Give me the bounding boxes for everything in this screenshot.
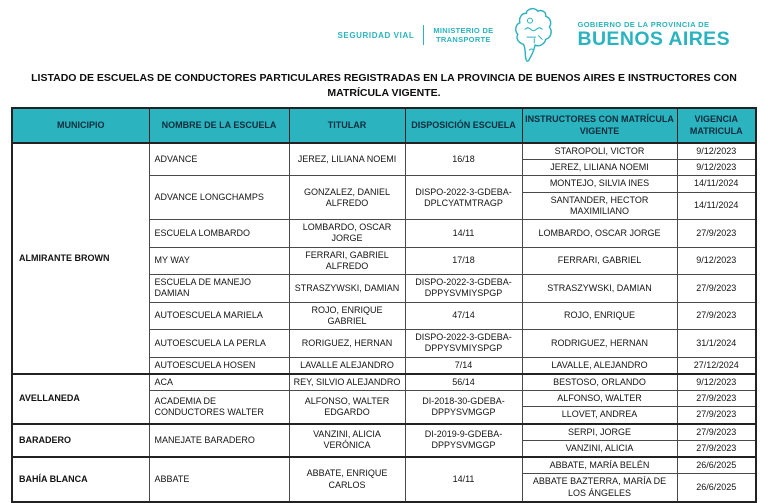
vigencia-cell: 26/6/2025 <box>677 474 756 502</box>
instructor-name-cell: FERRARI, GABRIEL <box>522 247 677 275</box>
table-row <box>12 457 756 474</box>
vigencia-cell: 27/9/2023 <box>677 424 756 441</box>
titular-cell: REY, SILVIO ALEJANDRO <box>289 374 405 391</box>
ministerio-transporte-label <box>433 26 493 45</box>
titular-cell: FERRARI, GABRIEL ALFREDO <box>289 247 405 275</box>
instructor-name-cell: STAROPOLI, VICTOR <box>522 143 677 160</box>
seguridad-vial-label: SEGURIDAD VIAL <box>337 30 415 40</box>
table-row <box>12 374 756 391</box>
instructor-name-cell: SERPI, JORGE <box>522 424 677 441</box>
disposicion-cell: 17/18 <box>405 247 522 275</box>
municipio-cell: BAHÍA BLANCA <box>12 457 149 502</box>
instructor-name-cell: LAVALLE, ALEJANDRO <box>522 357 677 374</box>
column-header: INSTRUCTORES CON MATRÍCULA VIGENTE <box>522 108 677 143</box>
schools-table <box>11 107 757 503</box>
instructor-name-cell: BESTOSO, ORLANDO <box>522 374 677 391</box>
table-body <box>12 143 756 502</box>
province-map-icon <box>504 7 566 63</box>
municipio-cell: ALMIRANTE BROWN <box>12 143 149 374</box>
instructor-name-cell: ABBATE BAZTERRA, MARÍA DE LOS ÁNGELES <box>522 474 677 502</box>
titular-cell: RORIGUEZ, HERNAN <box>289 330 405 358</box>
instructor-name-cell: ABBATE, MARÍA BELÉN <box>522 457 677 474</box>
disposicion-cell: 14/11 <box>405 220 522 248</box>
disposicion-cell: 14/11 <box>405 457 522 502</box>
disposicion-cell: 56/14 <box>405 374 522 391</box>
school-name-cell: AUTOESCUELA LA PERLA <box>149 330 289 358</box>
header-brand <box>337 6 730 64</box>
school-name-cell: ESCUELA DE MANEJO DAMIAN <box>149 275 289 303</box>
school-name-cell: ACA <box>149 374 289 391</box>
vigencia-cell: 27/9/2023 <box>677 407 756 424</box>
vigencia-cell: 14/11/2024 <box>677 192 756 220</box>
instructor-name-cell: JEREZ, LILIANA NOEMI <box>522 160 677 176</box>
brand-divider <box>423 25 424 45</box>
table-header <box>12 108 756 143</box>
vigencia-cell: 9/12/2023 <box>677 143 756 160</box>
titular-cell: ALFONSO, WALTER EDGARDO <box>289 391 405 424</box>
vigencia-cell: 27/9/2023 <box>677 391 756 407</box>
titular-cell: VANZINI, ALICIA VERÓNICA <box>289 424 405 458</box>
school-name-cell: ADVANCE <box>149 143 289 176</box>
disposicion-cell: DI-2019-9-GDEBA-DPPYSVMGGP <box>405 424 522 458</box>
disposicion-cell: 16/18 <box>405 143 522 176</box>
vigencia-cell: 26/6/2025 <box>677 457 756 474</box>
instructor-name-cell: LLOVET, ANDREA <box>522 407 677 424</box>
gobierno-wordmark <box>577 21 730 49</box>
column-header: MUNICIPIO <box>12 108 149 143</box>
vigencia-cell: 27/9/2023 <box>677 440 756 457</box>
instructor-name-cell: LOMBARDO, OSCAR JORGE <box>522 220 677 248</box>
instructor-name-cell: RODRIGUEZ, HERNAN <box>522 330 677 358</box>
titular-cell: ABBATE, ENRIQUE CARLOS <box>289 457 405 502</box>
disposicion-cell: DI-2018-30-GDEBA-DPPYSVMGGP <box>405 391 522 424</box>
titular-cell: LOMBARDO, OSCAR JORGE <box>289 220 405 248</box>
column-header: TITULAR <box>289 108 405 143</box>
vigencia-cell: 27/9/2023 <box>677 302 756 330</box>
vigencia-cell: 27/12/2024 <box>677 357 756 374</box>
titular-cell: ROJO, ENRIQUE GABRIEL <box>289 302 405 330</box>
vigencia-cell: 27/9/2023 <box>677 220 756 248</box>
gobierno-big-label: BUENOS AIRES <box>577 27 730 50</box>
disposicion-cell: DISPO-2022-3-GDEBA-DPPYSVMIYSPGP <box>405 275 522 303</box>
vigencia-cell: 27/9/2023 <box>677 275 756 303</box>
instructor-name-cell: ROJO, ENRIQUE <box>522 302 677 330</box>
municipio-cell: BARADERO <box>12 424 149 458</box>
school-name-cell: AUTOESCUELA MARIELA <box>149 302 289 330</box>
disposicion-cell: 7/14 <box>405 357 522 374</box>
instructor-name-cell: SANTANDER, HECTOR MAXIMILIANO <box>522 192 677 220</box>
document-page <box>0 6 768 498</box>
school-name-cell: ESCUELA LOMBARDO <box>149 220 289 248</box>
instructor-name-cell: MONTEJO, SILVIA INES <box>522 176 677 192</box>
municipio-cell: AVELLANEDA <box>12 374 149 424</box>
instructor-name-cell: VANZINI, ALICIA <box>522 440 677 457</box>
page-title: LISTADO DE ESCUELAS DE CONDUCTORES PARTICULARES REGISTRADAS EN LA PROVINCIA DE BUENOS AIRES E INSTRUCTORES CON MATRÍCULA VIGENTE. <box>31 72 737 100</box>
vigencia-cell: 9/12/2023 <box>677 160 756 176</box>
ministerio-line2: TRANSPORTE <box>436 35 491 44</box>
header-row <box>12 108 756 143</box>
vigencia-cell: 9/12/2023 <box>677 374 756 391</box>
vigencia-cell: 14/11/2024 <box>677 176 756 192</box>
disposicion-cell: DISPO-2022-3-GDEBA-DPLCYATMTRAGP <box>405 176 522 220</box>
school-name-cell: ACADEMIA DE CONDUCTORES WALTER <box>149 391 289 424</box>
ministerio-line1: MINISTERIO DE <box>433 25 494 35</box>
vigencia-cell: 31/1/2024 <box>677 330 756 358</box>
school-name-cell: AUTOESCUELA HOSEN <box>149 357 289 374</box>
school-name-cell: ABBATE <box>149 457 289 502</box>
column-header: VIGENCIA MATRICULA <box>677 108 756 143</box>
titular-cell: STRASZYWSKI, DAMIAN <box>289 275 405 303</box>
table-row <box>12 424 756 441</box>
school-name-cell: MANEJATE BARADERO <box>149 424 289 458</box>
table-row <box>12 143 756 160</box>
titular-cell: LAVALLE ALEJANDRO <box>289 357 405 374</box>
disposicion-cell: DISPO-2022-3-GDEBA-DPPYSVMIYSPGP <box>405 330 522 358</box>
disposicion-cell: 47/14 <box>405 302 522 330</box>
column-header: NOMBRE DE LA ESCUELA <box>149 108 289 143</box>
instructor-name-cell: ALFONSO, WALTER <box>522 391 677 407</box>
gobierno-small-label: GOBIERNO DE LA PROVINCIA DE <box>577 20 710 29</box>
column-header: DISPOSICIÓN ESCUELA <box>405 108 522 143</box>
instructor-name-cell: STRASZYWSKI, DAMIAN <box>522 275 677 303</box>
titular-cell: JEREZ, LILIANA NOEMI <box>289 143 405 176</box>
school-name-cell: ADVANCE LONGCHAMPS <box>149 176 289 220</box>
titular-cell: GONZALEZ, DANIEL ALFREDO <box>289 176 405 220</box>
vigencia-cell: 9/12/2023 <box>677 247 756 275</box>
school-name-cell: MY WAY <box>149 247 289 275</box>
